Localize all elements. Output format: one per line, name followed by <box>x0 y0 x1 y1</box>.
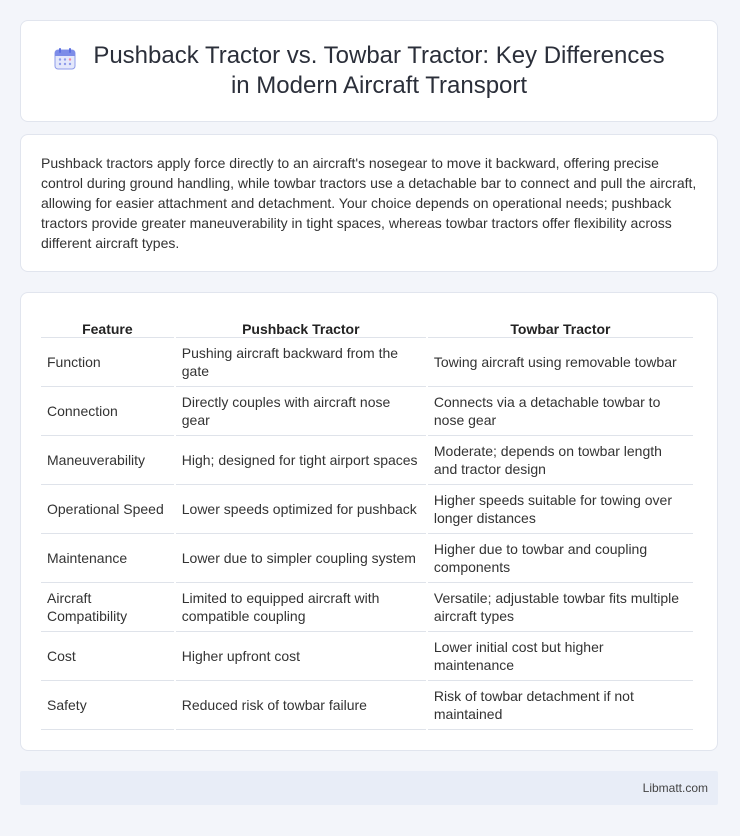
towbar-cell: Moderate; depends on towbar length and tractor design <box>428 436 693 485</box>
pushback-cell: Higher upfront cost <box>176 632 426 681</box>
towbar-cell: Lower initial cost but higher maintenance <box>428 632 693 681</box>
page-title: Pushback Tractor vs. Towbar Tractor: Key Differences in Modern Aircraft Transport <box>93 42 665 99</box>
calendar-icon <box>53 47 77 71</box>
feature-cell: Connection <box>41 387 174 436</box>
footer-bar <box>20 771 718 805</box>
towbar-cell: Towing aircraft using removable towbar <box>428 338 693 387</box>
pushback-cell: Lower speeds optimized for pushback <box>176 485 426 534</box>
table-row <box>41 534 693 583</box>
towbar-cell: Connects via a detachable towbar to nose gear <box>428 387 693 436</box>
header-towbar: Towbar Tractor <box>428 315 693 338</box>
title-card <box>20 20 718 122</box>
pushback-cell: Pushing aircraft backward from the gate <box>176 338 426 387</box>
pushback-cell: High; designed for tight airport spaces <box>176 436 426 485</box>
comparison-table <box>39 315 695 730</box>
towbar-cell: Risk of towbar detachment if not maintained <box>428 681 693 730</box>
footer-brand-link[interactable]: Libmatt.com <box>642 781 708 795</box>
table-row <box>41 387 693 436</box>
table-row <box>41 583 693 632</box>
intro-paragraph: Pushback tractors apply force directly to an aircraft's nosegear to move it backward, offering precise control during ground handling, while towbar tractors use a detachable bar to connect and pull the aircraft, allowing for easier attachment and detachment. Your choice depends on operational needs; pushback tractors provide greater maneuverability in tight spaces, whereas towbar tractors offer flexibility across different aircraft types. <box>41 155 697 251</box>
table-header-row <box>41 315 693 338</box>
header-feature: Feature <box>41 315 174 338</box>
header-pushback: Pushback Tractor <box>176 315 426 338</box>
comparison-card <box>20 292 718 751</box>
feature-cell: Maneuverability <box>41 436 174 485</box>
pushback-cell: Limited to equipped aircraft with compatible coupling <box>176 583 426 632</box>
pushback-cell: Reduced risk of towbar failure <box>176 681 426 730</box>
table-row <box>41 681 693 730</box>
table-row <box>41 485 693 534</box>
feature-cell: Aircraft Compatibility <box>41 583 174 632</box>
pushback-cell: Directly couples with aircraft nose gear <box>176 387 426 436</box>
feature-cell: Maintenance <box>41 534 174 583</box>
table-row <box>41 632 693 681</box>
feature-cell: Safety <box>41 681 174 730</box>
feature-cell: Operational Speed <box>41 485 174 534</box>
feature-cell: Cost <box>41 632 174 681</box>
towbar-cell: Higher due to towbar and coupling components <box>428 534 693 583</box>
towbar-cell: Higher speeds suitable for towing over longer distances <box>428 485 693 534</box>
intro-card <box>20 134 718 272</box>
table-row <box>41 338 693 387</box>
feature-cell: Function <box>41 338 174 387</box>
pushback-cell: Lower due to simpler coupling system <box>176 534 426 583</box>
table-row <box>41 436 693 485</box>
towbar-cell: Versatile; adjustable towbar fits multiple aircraft types <box>428 583 693 632</box>
